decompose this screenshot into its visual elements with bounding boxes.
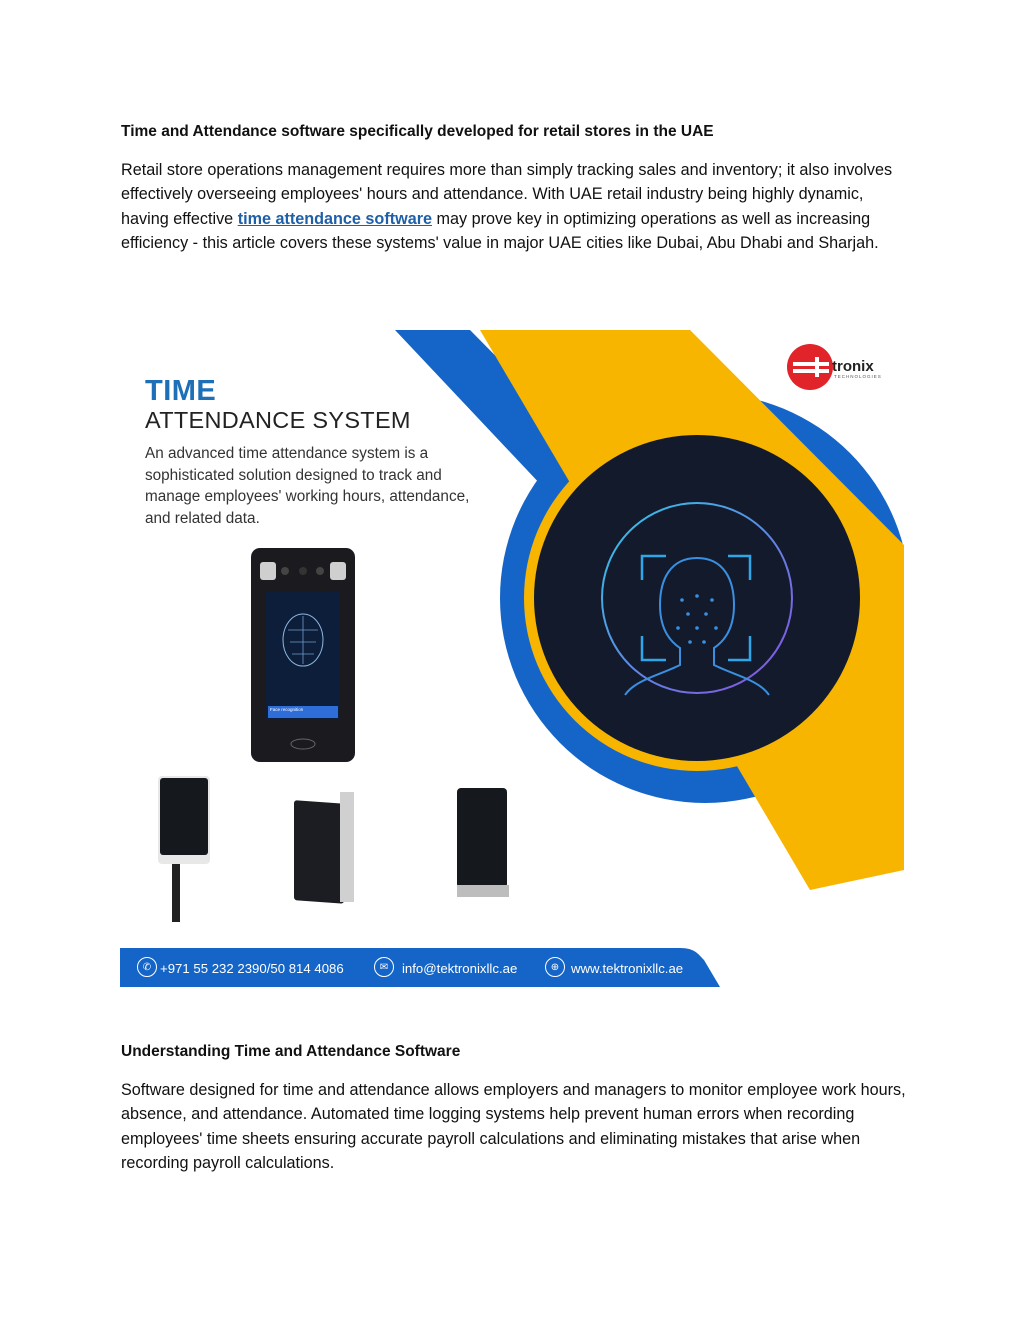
intro-text-end: may prove key in optimizing operations as well as increasing efficiency - this article covers these systems' value in major UAE cities like Dubai, Abu Dhabi and Sharjah.: [121, 209, 879, 252]
phone-icon: ✆: [137, 957, 157, 977]
section-heading-2: Understanding Time and Attendance Software: [121, 1043, 461, 1060]
wall-terminal-device: [158, 776, 210, 922]
face-scan-circle: [534, 435, 860, 761]
contact-phone: +971 55 232 2390/50 814 4086: [160, 961, 344, 976]
contact-website: www.tektronixllc.ae: [571, 961, 684, 976]
logo-tagline: TECHNOLOGIES: [834, 374, 882, 379]
turnstile-terminal-device: [294, 792, 354, 904]
standing-terminal-device: [457, 788, 509, 897]
time-attendance-software-link[interactable]: time attendance software: [237, 209, 432, 228]
face-terminal-device: [251, 548, 355, 762]
intro-text-start: Retail store operations management requires more than simply tracking sales and inventory; it also involves effectively overseeing employees' hours and attendance. With UAE retail industry being highly dynamic, having effective: [121, 161, 893, 228]
globe-icon: ⊕: [545, 957, 565, 977]
section-heading: Time and Attendance software specifically developed for retail stores in the UAE: [121, 123, 714, 140]
promo-banner-image: [120, 330, 904, 987]
body-paragraph: Software designed for time and attendance allows employers and managers to monitor employee work hours, absence, and attendance. Automated time logging systems help prevent human errors when recording employees' time sheets ensuring accurate payroll calculations and eliminating mistakes that arise when recording payroll calculations.: [121, 1081, 906, 1172]
banner-description: An advanced time attendance system is a sophisticated solution designed to track and manage employees' working hours, attendance, and related data.: [145, 445, 470, 528]
email-icon: ✉: [374, 957, 394, 977]
banner-subtitle: ATTENDANCE SYSTEM: [145, 407, 411, 433]
contact-email: info@tektronixllc.ae: [402, 961, 518, 976]
intro-paragraph: [121, 158, 911, 255]
banner-title: TIME: [145, 375, 217, 407]
device-screen-caption: Face recognition: [270, 707, 304, 712]
logo-wordmark: tronix: [832, 358, 874, 375]
